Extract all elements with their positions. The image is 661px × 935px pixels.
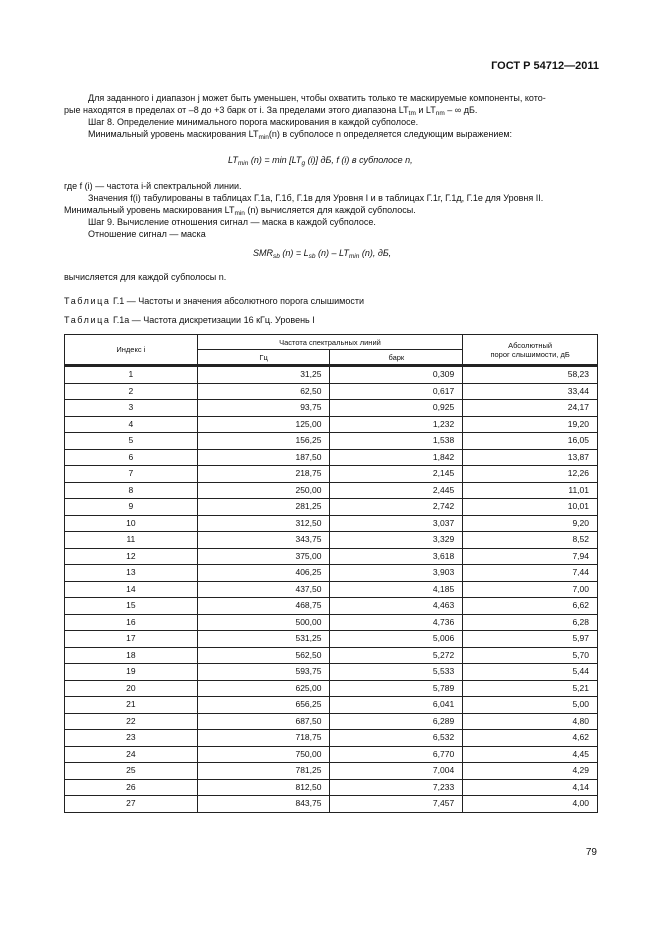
cell-hz: 281,25 xyxy=(197,499,330,516)
header-frequency-group: Частота спектральных линий xyxy=(197,335,462,350)
cell-index: 26 xyxy=(65,779,198,796)
cell-threshold: 4,00 xyxy=(463,796,598,813)
cell-index: 9 xyxy=(65,499,198,516)
cell-threshold: 9,20 xyxy=(463,515,598,532)
cell-bark: 0,617 xyxy=(330,383,463,400)
cell-index: 25 xyxy=(65,763,198,780)
paragraph-line: Отношение сигнал — маска xyxy=(88,229,206,239)
table-row xyxy=(65,515,598,532)
cell-bark: 2,445 xyxy=(330,482,463,499)
paragraph-line: Минимальный уровень маскирования $LT_{min}$ (n) вычисляется для каждой субполосы. xyxy=(64,205,416,217)
cell-hz: 93,75 xyxy=(197,400,330,417)
cell-hz: 781,25 xyxy=(197,763,330,780)
cell-bark: 3,903 xyxy=(330,565,463,582)
header-bark: барк xyxy=(330,350,463,365)
table-row xyxy=(65,433,598,450)
cell-hz: 437,50 xyxy=(197,581,330,598)
cell-hz: 843,75 xyxy=(197,796,330,813)
cell-hz: 718,75 xyxy=(197,730,330,747)
cell-threshold: 10,01 xyxy=(463,499,598,516)
cell-bark: 5,006 xyxy=(330,631,463,648)
cell-threshold: 58,23 xyxy=(463,366,598,383)
cell-threshold: 5,21 xyxy=(463,680,598,697)
cell-threshold: 4,29 xyxy=(463,763,598,780)
cell-bark: 6,289 xyxy=(330,713,463,730)
table-row xyxy=(65,697,598,714)
table-row xyxy=(65,466,598,483)
table-row xyxy=(65,647,598,664)
header-threshold: Абсолютный порог слышимости, дБ xyxy=(463,335,598,365)
cell-hz: 312,50 xyxy=(197,515,330,532)
cell-hz: 406,25 xyxy=(197,565,330,582)
cell-hz: 500,00 xyxy=(197,614,330,631)
cell-threshold: 5,00 xyxy=(463,697,598,714)
cell-hz: 468,75 xyxy=(197,598,330,615)
cell-bark: 2,742 xyxy=(330,499,463,516)
cell-index: 11 xyxy=(65,532,198,549)
cell-index: 6 xyxy=(65,449,198,466)
cell-bark: 2,145 xyxy=(330,466,463,483)
cell-index: 22 xyxy=(65,713,198,730)
cell-index: 10 xyxy=(65,515,198,532)
cell-hz: 562,50 xyxy=(197,647,330,664)
cell-bark: 0,309 xyxy=(330,366,463,383)
table-g1a-caption: Таблица Г.1а — Частота дискретизации 16 кГц. Уровень I xyxy=(64,315,315,325)
frequency-threshold-table xyxy=(64,334,598,813)
table-row xyxy=(65,796,598,813)
cell-threshold: 5,97 xyxy=(463,631,598,648)
cell-threshold: 13,87 xyxy=(463,449,598,466)
cell-threshold: 8,52 xyxy=(463,532,598,549)
cell-hz: 625,00 xyxy=(197,680,330,697)
cell-bark: 3,618 xyxy=(330,548,463,565)
cell-threshold: 4,80 xyxy=(463,713,598,730)
table-row xyxy=(65,383,598,400)
cell-hz: 375,00 xyxy=(197,548,330,565)
cell-threshold: 24,17 xyxy=(463,400,598,417)
cell-bark: 4,463 xyxy=(330,598,463,615)
header-hz: Гц xyxy=(197,350,330,365)
table-row xyxy=(65,499,598,516)
cell-bark: 6,532 xyxy=(330,730,463,747)
cell-hz: 218,75 xyxy=(197,466,330,483)
paragraph-line: где f (i) — частота i-й спектральной линии. xyxy=(64,181,242,191)
cell-hz: 687,50 xyxy=(197,713,330,730)
cell-threshold: 11,01 xyxy=(463,482,598,499)
cell-threshold: 7,44 xyxy=(463,565,598,582)
cell-threshold: 5,44 xyxy=(463,664,598,681)
table-g1-caption: Таблица Г.1 — Частоты и значения абсолютного порога слышимости xyxy=(64,296,364,306)
cell-threshold: 4,62 xyxy=(463,730,598,747)
header-index: Индекс i xyxy=(65,335,198,365)
cell-hz: 125,00 xyxy=(197,416,330,433)
cell-bark: 5,272 xyxy=(330,647,463,664)
table-row xyxy=(65,598,598,615)
cell-index: 15 xyxy=(65,598,198,615)
cell-hz: 656,25 xyxy=(197,697,330,714)
table-row xyxy=(65,730,598,747)
table-row xyxy=(65,581,598,598)
cell-index: 12 xyxy=(65,548,198,565)
paragraph-line: Минимальный уровень маскирования $LT_{min}(n)$ в субполосе n определяется следующим выражением: xyxy=(88,129,513,141)
cell-bark: 3,329 xyxy=(330,532,463,549)
cell-hz: 62,50 xyxy=(197,383,330,400)
formula-smr: $SMR_{sb}$ $(n) = L_{sb}$ $(n) - LT_{min}$ (n), дБ, xyxy=(253,248,392,260)
cell-index: 13 xyxy=(65,565,198,582)
table-row xyxy=(65,482,598,499)
cell-threshold: 7,00 xyxy=(463,581,598,598)
cell-bark: 5,533 xyxy=(330,664,463,681)
cell-hz: 31,25 xyxy=(197,366,330,383)
cell-hz: 187,50 xyxy=(197,449,330,466)
table-row xyxy=(65,366,598,383)
document-code: ГОСТ Р 54712—2011 xyxy=(491,60,599,72)
table-row xyxy=(65,664,598,681)
cell-index: 2 xyxy=(65,383,198,400)
cell-index: 1 xyxy=(65,366,198,383)
cell-threshold: 6,28 xyxy=(463,614,598,631)
cell-threshold: 6,62 xyxy=(463,598,598,615)
table-row xyxy=(65,532,598,549)
step-8-text: Шаг 8. Определение минимального порога маскирования в каждой субполосе. xyxy=(88,117,419,127)
cell-index: 14 xyxy=(65,581,198,598)
cell-bark: 7,457 xyxy=(330,796,463,813)
cell-index: 17 xyxy=(65,631,198,648)
cell-bark: 7,233 xyxy=(330,779,463,796)
cell-threshold: 16,05 xyxy=(463,433,598,450)
table-row xyxy=(65,400,598,417)
table-row xyxy=(65,746,598,763)
table-row xyxy=(65,416,598,433)
cell-bark: 7,004 xyxy=(330,763,463,780)
table-row xyxy=(65,779,598,796)
paragraph-line: вычисляется для каждой субполосы n. xyxy=(64,272,227,282)
cell-threshold: 33,44 xyxy=(463,383,598,400)
cell-hz: 531,25 xyxy=(197,631,330,648)
table-row xyxy=(65,548,598,565)
table-row xyxy=(65,713,598,730)
paragraph-line: Для заданного i диапазон j может быть уменьшен, чтобы охватить только те маскируемые компоненты, кото- xyxy=(88,93,546,103)
cell-hz: 593,75 xyxy=(197,664,330,681)
cell-threshold: 4,14 xyxy=(463,779,598,796)
step-9-text: Шаг 9. Вычисление отношения сигнал — маска в каждой субполосе. xyxy=(88,217,376,227)
table-body xyxy=(65,366,598,812)
cell-bark: 0,925 xyxy=(330,400,463,417)
cell-index: 21 xyxy=(65,697,198,714)
cell-index: 4 xyxy=(65,416,198,433)
table-row xyxy=(65,680,598,697)
cell-bark: 4,736 xyxy=(330,614,463,631)
table-row xyxy=(65,565,598,582)
table-row xyxy=(65,614,598,631)
cell-threshold: 5,70 xyxy=(463,647,598,664)
cell-index: 19 xyxy=(65,664,198,681)
cell-index: 16 xyxy=(65,614,198,631)
page-number: 79 xyxy=(585,847,597,858)
cell-bark: 5,789 xyxy=(330,680,463,697)
table-row xyxy=(65,449,598,466)
cell-index: 5 xyxy=(65,433,198,450)
cell-bark: 1,232 xyxy=(330,416,463,433)
paragraph-line: Значения f(i) табулированы в таблицах Г.1а, Г.1б, Г.1в для Уровня I и в таблицах Г.1г, Г.1д, Г.1е для Уровня II. xyxy=(88,193,544,203)
cell-threshold: 7,94 xyxy=(463,548,598,565)
cell-bark: 1,538 xyxy=(330,433,463,450)
cell-index: 8 xyxy=(65,482,198,499)
cell-index: 7 xyxy=(65,466,198,483)
table-row xyxy=(65,631,598,648)
table-row xyxy=(65,763,598,780)
cell-threshold: 19,20 xyxy=(463,416,598,433)
cell-index: 27 xyxy=(65,796,198,813)
cell-index: 24 xyxy=(65,746,198,763)
cell-index: 20 xyxy=(65,680,198,697)
cell-hz: 750,00 xyxy=(197,746,330,763)
cell-index: 23 xyxy=(65,730,198,747)
cell-hz: 812,50 xyxy=(197,779,330,796)
cell-hz: 343,75 xyxy=(197,532,330,549)
cell-index: 3 xyxy=(65,400,198,417)
cell-bark: 1,842 xyxy=(330,449,463,466)
cell-index: 18 xyxy=(65,647,198,664)
cell-bark: 6,041 xyxy=(330,697,463,714)
cell-hz: 156,25 xyxy=(197,433,330,450)
cell-bark: 6,770 xyxy=(330,746,463,763)
paragraph-line: рые находятся в пределах от –8 до +3 барк от i. За пределами этого диапазона $LT_{tm}$ и $LT_{nm}$ – ∞ дБ. xyxy=(64,105,478,117)
formula-lt-min: $LT_{min}$ $(n) = \min [LT_g$ (i)] дБ, f (i) в субполосе n, xyxy=(228,155,413,167)
cell-hz: 250,00 xyxy=(197,482,330,499)
cell-bark: 4,185 xyxy=(330,581,463,598)
cell-bark: 3,037 xyxy=(330,515,463,532)
cell-threshold: 12,26 xyxy=(463,466,598,483)
cell-threshold: 4,45 xyxy=(463,746,598,763)
